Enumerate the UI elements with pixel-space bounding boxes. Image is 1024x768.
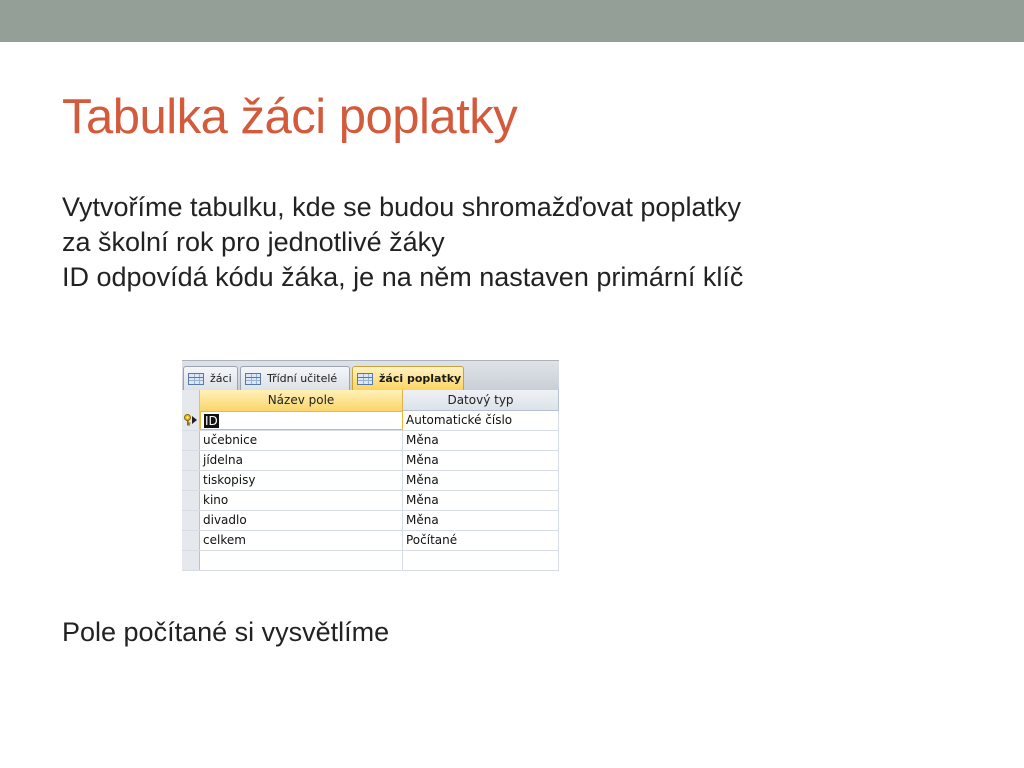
data-type-cell[interactable]: Měna <box>403 511 559 530</box>
object-tabstrip <box>182 360 559 391</box>
table-row[interactable] <box>182 451 559 471</box>
table-row[interactable] <box>182 471 559 491</box>
tab-tridni-ucitele[interactable] <box>240 366 350 390</box>
table-icon <box>357 373 373 385</box>
field-name-cell[interactable]: jídelna <box>200 451 403 470</box>
slide-footer-text: Pole počítané si vysvětlíme <box>62 617 390 647</box>
header-selector[interactable] <box>182 390 200 411</box>
grid-header <box>182 390 559 411</box>
field-name-cell[interactable] <box>200 551 403 570</box>
field-name-cell[interactable]: tiskopisy <box>200 471 403 490</box>
data-type-cell[interactable]: Počítané <box>403 531 559 550</box>
tab-label: žáci poplatky <box>379 372 462 385</box>
data-type-cell[interactable]: Měna <box>403 431 559 450</box>
data-type-cell[interactable] <box>403 551 559 570</box>
row-selector[interactable] <box>182 491 200 510</box>
row-selector[interactable] <box>182 551 200 570</box>
row-selector[interactable] <box>182 411 200 430</box>
data-type-cell[interactable]: Měna <box>403 471 559 490</box>
field-name-cell[interactable]: celkem <box>200 531 403 550</box>
table-icon <box>188 373 204 385</box>
table-row[interactable] <box>182 411 559 431</box>
table-row[interactable] <box>182 531 559 551</box>
column-header-data-type[interactable]: Datový typ <box>403 390 559 411</box>
data-type-cell[interactable]: Automatické číslo <box>403 411 559 430</box>
data-type-cell[interactable]: Měna <box>403 491 559 510</box>
primary-key-icon <box>183 414 192 426</box>
row-selector[interactable] <box>182 471 200 490</box>
table-row[interactable] <box>182 431 559 451</box>
field-name-cell[interactable]: divadlo <box>200 511 403 530</box>
field-name-cell[interactable]: kino <box>200 491 403 510</box>
row-selector[interactable] <box>182 451 200 470</box>
table-row[interactable] <box>182 551 559 571</box>
field-name-cell[interactable] <box>200 411 403 430</box>
access-table-design-view <box>182 360 559 575</box>
table-icon <box>245 373 261 385</box>
slide-title: Tabulka žáci poplatky <box>62 90 518 144</box>
table-row[interactable] <box>182 491 559 511</box>
field-name-value: ID <box>205 414 218 428</box>
slide-body <box>62 190 743 295</box>
body-line: Vytvoříme tabulku, kde se budou shromažďovat poplatky <box>62 192 741 222</box>
row-selector[interactable] <box>182 531 200 550</box>
tab-zaci[interactable] <box>183 366 238 390</box>
body-line: za školní rok pro jednotlivé žáky <box>62 227 445 257</box>
data-type-cell[interactable]: Měna <box>403 451 559 470</box>
field-name-cell[interactable]: učebnice <box>200 431 403 450</box>
column-header-field-name[interactable]: Název pole <box>200 390 403 411</box>
body-line: ID odpovídá kódu žáka, je na něm nastaven primární klíč <box>62 262 744 292</box>
current-row-arrow-icon <box>192 416 197 424</box>
tab-zaci-poplatky[interactable] <box>352 366 464 391</box>
row-selector[interactable] <box>182 431 200 450</box>
top-bar <box>0 0 1024 42</box>
tab-label: Třídní učitelé <box>267 372 338 385</box>
row-selector[interactable] <box>182 511 200 530</box>
tab-label: žáci <box>210 372 232 385</box>
table-row[interactable] <box>182 511 559 531</box>
